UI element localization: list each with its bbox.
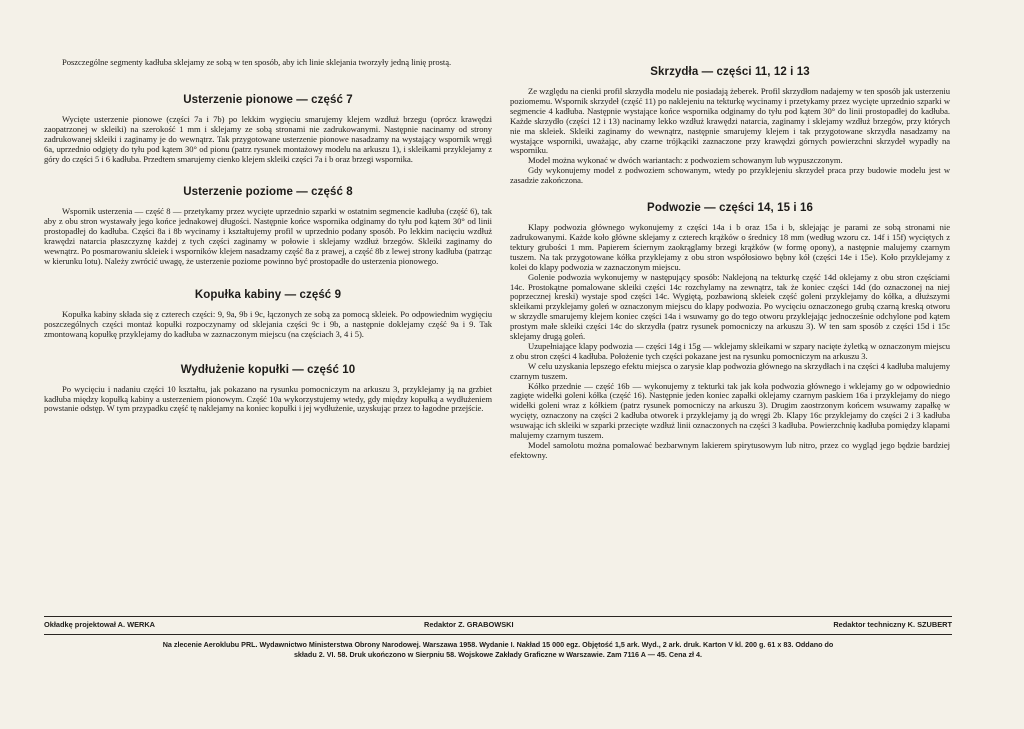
section-canopy-extension [44, 364, 492, 415]
section-paragraph: Ze względu na cienki profil skrzydła modelu nie posiadają żeberek. Profil skrzydłom nadajemy w ten sposób jak usterzeniu poziomemu. Wspornik skrzydeł (część 11) po naklejeniu na tekturkę wycinamy i przetykamy przez wycięte uprzednio szparki w segmencie 4 kadłuba. Następnie wystające końce wspornika odginamy do tyłu pod kątem 30° do linii prostopadłej do kadłuba. Każde skrzydło (części 12 i 13) nacinamy lekko wzdłuż krawędzi natarcia, zaginamy i sklejamy wzdłuż brzegów, przy których nie ma skleiek. Skleiki zaginamy do wewnątrz, następnie smarujemy klejem i tak przygotowane skrzydła nasadzamy na wystające wsporniki, uważając, aby czarne trójkąciki zaznaczone przy krawędzi górnych powierzchni skrzydeł wypadły na wsporniku. [510, 86, 950, 156]
cover-designer-credit: Okładkę projektował A. WERKA [44, 620, 156, 629]
section-title: Usterzenie poziome — część 8 [183, 186, 353, 199]
section-paragraph: Kopułka kabiny składa się z czterech części: 9, 9a, 9b i 9c, łączonych ze sobą za pomocą skleiek. Po odpowiednim wygięciu poszczególnych części montaż kopułki rozpoczynamy od sklejania części 9c i 9b, a następnie doklejamy część 9a i 9. Tak zmontowaną kopułkę przyklejamy do kadłuba w zaznaczonym miejscu (na częściach 3, 4 i 5). [44, 308, 492, 339]
editor-credit: Redaktor Z. GRABOWSKI [424, 620, 514, 629]
section-paragraph: Klapy podwozia głównego wykonujemy z części 14a i b oraz 15a i b, sklejając je parami ze sobą stronami nie zadrukowanymi. Każde koło główne sklejamy z czterech krążków o średnicy 18 mm (według wzoru cz. 14f i 15f) wyciętych z tektury grubości 1 mm. Papierem ściernym zaokrąglamy brzegi krążków (w formę opony), a następnie malujemy czarnym tuszem. Na tak przygotowane kółka przyklejamy z obu stron współosiowo bębny kół (części 14e i 15e). Koło przyklejamy z kolei do klapy podwozia w zaznaczonym miejscu. [510, 222, 950, 272]
technical-editor-credit: Redaktor techniczny K. SZUBERT [833, 620, 952, 629]
imprint-line-2: składu 2. VI. 58. Druk ukończono w Sierpniu 58. Wojskowe Zakłady Graficzne w Warszawie. Zam 7116 A — 45. Cena zł 4. [293, 649, 703, 659]
section-paragraph: Po wycięciu i nadaniu części 10 kształtu, jak pokazano na rysunku pomocniczym na arkuszu 3, przyklejamy ją na grzbiet kadłuba między kopułką kabiny a usterzeniem pionowym. Część 10a wykorzystujemy wtedy, gdy między kopułką a wydłużeniem powstanie odstęp. W tym przypadku część tę naklejamy na koniec kopułki i jej wydłużenie, uzyskując przez to łagodne przejście. [44, 383, 492, 414]
section-paragraph: Uzupełniające klapy podwozia — części 14g i 15g — wklejamy skleikami w szpary nacięte żyletką w oznaczonym miejscu z obu stron części 4 kadłuba. Położenie tych części pokazane jest na rysunku pomocniczym na arkuszu 3. [510, 340, 950, 361]
section-paragraph: Model można wykonać w dwóch wariantach: z podwoziem schowanym lub wypuszczonym. [528, 155, 843, 166]
section-landing-gear [510, 202, 950, 461]
section-vertical-stabilizer [44, 94, 492, 165]
imprint-block [44, 640, 952, 659]
section-paragraph: Golenie podwozia wykonujemy w następujący sposób: Naklejoną na tekturkę część 14d oklejamy z obu stron częściami 14c. Prostokątne pomalowane skleiki części 14c rozchylamy na zewnątrz, tak że koniec części 14d (do oznaczonej na niej poprzecznej kreski) wystaje spod części 14c. Wygiętą, pozbawioną skleiek część goleni przyklejamy do kółka, a dłuższymi skleikami przyklejamy goleń w oznaczonym miejscu do klapy podwozia. Po wycięciu oznaczonego grubą czarną kreską otworu w skrzydle smarujemy klejem koniec części 14a i wsuwamy go do tego otworu przyklejając jednocześnie odchylone pod kątem prostym małe skleiki części 14c do skrzydła (patrz rysunek pomocniczy na arkuszu 3). W ten sam sposób z części 15d i 15c sklejamy drugą goleń. [510, 271, 950, 342]
footer-bottom-rule [44, 634, 952, 635]
section-cockpit-canopy [44, 289, 492, 340]
section-paragraph: W celu uzyskania lepszego efektu miejsca o zarysie klap podwozia głównego na skrzydłach i na części 4 kadłuba malujemy czarnym tuszem. [510, 360, 950, 381]
section-title: Kopułka kabiny — część 9 [194, 288, 342, 301]
section-title: Wydłużenie kopułki — część 10 [180, 363, 356, 376]
right-column [510, 66, 950, 461]
left-column [44, 58, 492, 414]
section-title: Skrzydła — części 11, 12 i 13 [650, 66, 810, 78]
section-title: Usterzenie pionowe — część 7 [183, 93, 353, 106]
section-horizontal-stabilizer [44, 186, 492, 266]
footer-top-rule [44, 616, 952, 617]
section-paragraph: Gdy wykonujemy model z podwoziem schowanym, wtedy po przyklejeniu skrzydeł praca przy budowie modelu jest w zasadzie zakończona. [510, 165, 950, 186]
section-paragraph: Model samolotu można pomalować bezbarwnym lakierem spirytusowym lub nitro, przez co wygląd jego będzie bardziej efektowny. [510, 440, 950, 460]
section-wings [510, 66, 950, 186]
credits-line [44, 620, 952, 632]
section-paragraph: Kółko przednie — część 16b — wykonujemy z tekturki tak jak koła podwozia głównego i wklejamy go w odpowiednio zagięte widełki goleni kółka (część 16). Następnie jeden koniec zapałki oklejamy czarnym paskiem 16a i przyklejamy do niego widełki goleni wraz z kółkiem (patrz rysunek pomocniczy na arkuszu 3). Drugim zaostrzonym końcem wsuwamy zapałkę w wycięty, oznaczony na części 2 kadłuba otworek i przyklejamy ją do wręgi 2b. Klapy 16c przyklejamy do części 2 i 3 kadłuba wsuwając ich skleiki w szparki przecięte wzdłuż linii oznaczonych na części 3 kadłuba. Powierzchnię kadłuba pomiędzy klapami malujemy czarnym tuszem. [510, 380, 950, 441]
section-paragraph: Wycięte usterzenie pionowe (części 7a i 7b) po lekkim wygięciu smarujemy klejem wzdłuż brzegu (oprócz krawędzi zaopatrzonej w skleiki) na szerokość 1 mm i sklejamy ze sobą stronami nie zadrukowanymi. Następnie nacinamy od strony zadrukowanej skleiki i zaginamy je do wewnątrz. Tak przygotowane usterzenie pionowe nasadzamy na wystający wspornik wręgi 6a, uprzednio odgięty do tyłu pod kątem 30° od pionu (patrz rysunek montażowy modelu na arkuszu 1), i skleikami przyklejamy z góry do części 5 i 6 kadłuba. Przedtem smarujemy cienko klejem skleiki części 7a i b oraz brzegi wspornika. [44, 113, 492, 164]
section-paragraph: Wspornik usterzenia — część 8 — przetykamy przez wycięte uprzednio szparki w ostatnim segmencie kadłuba (część 6), tak aby z obu stron wystawały jego końce jednakowej długości. Następnie końce wspornika odginamy do tyłu pod kątem 30° od linii prostopadłej do kadłuba. Części 8a i 8b wycinamy i kształtujemy profil w uprzednio podany sposób. Po lekkim nacięciu wzdłuż krawędzi natarcia płaszczyznę każdej z tych części zaginamy w połowie i sklejamy wzdłuż brzegów. Skleiki zaginamy do wewnątrz. Po posmarowaniu skleiek i wsporników klejem nasadzamy część 8a z prawej, a część 8b z lewej strony kadłuba (patrząc w kierunku lotu). Należy zwrócić uwagę, że usterzenie poziome powinno być prostopadłe do usterzenia pionowego. [44, 206, 492, 266]
section-title: Podwozie — części 14, 15 i 16 [647, 202, 813, 215]
intro-paragraph: Poszczególne segmenty kadłuba sklejamy ze sobą w ten sposób, aby ich linie sklejania tworzyły jedną linię prostą. [62, 57, 452, 67]
imprint-line-1: Na zlecenie Aeroklubu PRL. Wydawnictwo Ministerstwa Obrony Narodowej. Warszawa 1958. Wydanie I. Nakład 15 000 egz. Objętość 1,5 ark. Wyd., 2 ark. druk. Karton V kl. 200 g. 61 x 83. Oddano do [162, 640, 834, 649]
